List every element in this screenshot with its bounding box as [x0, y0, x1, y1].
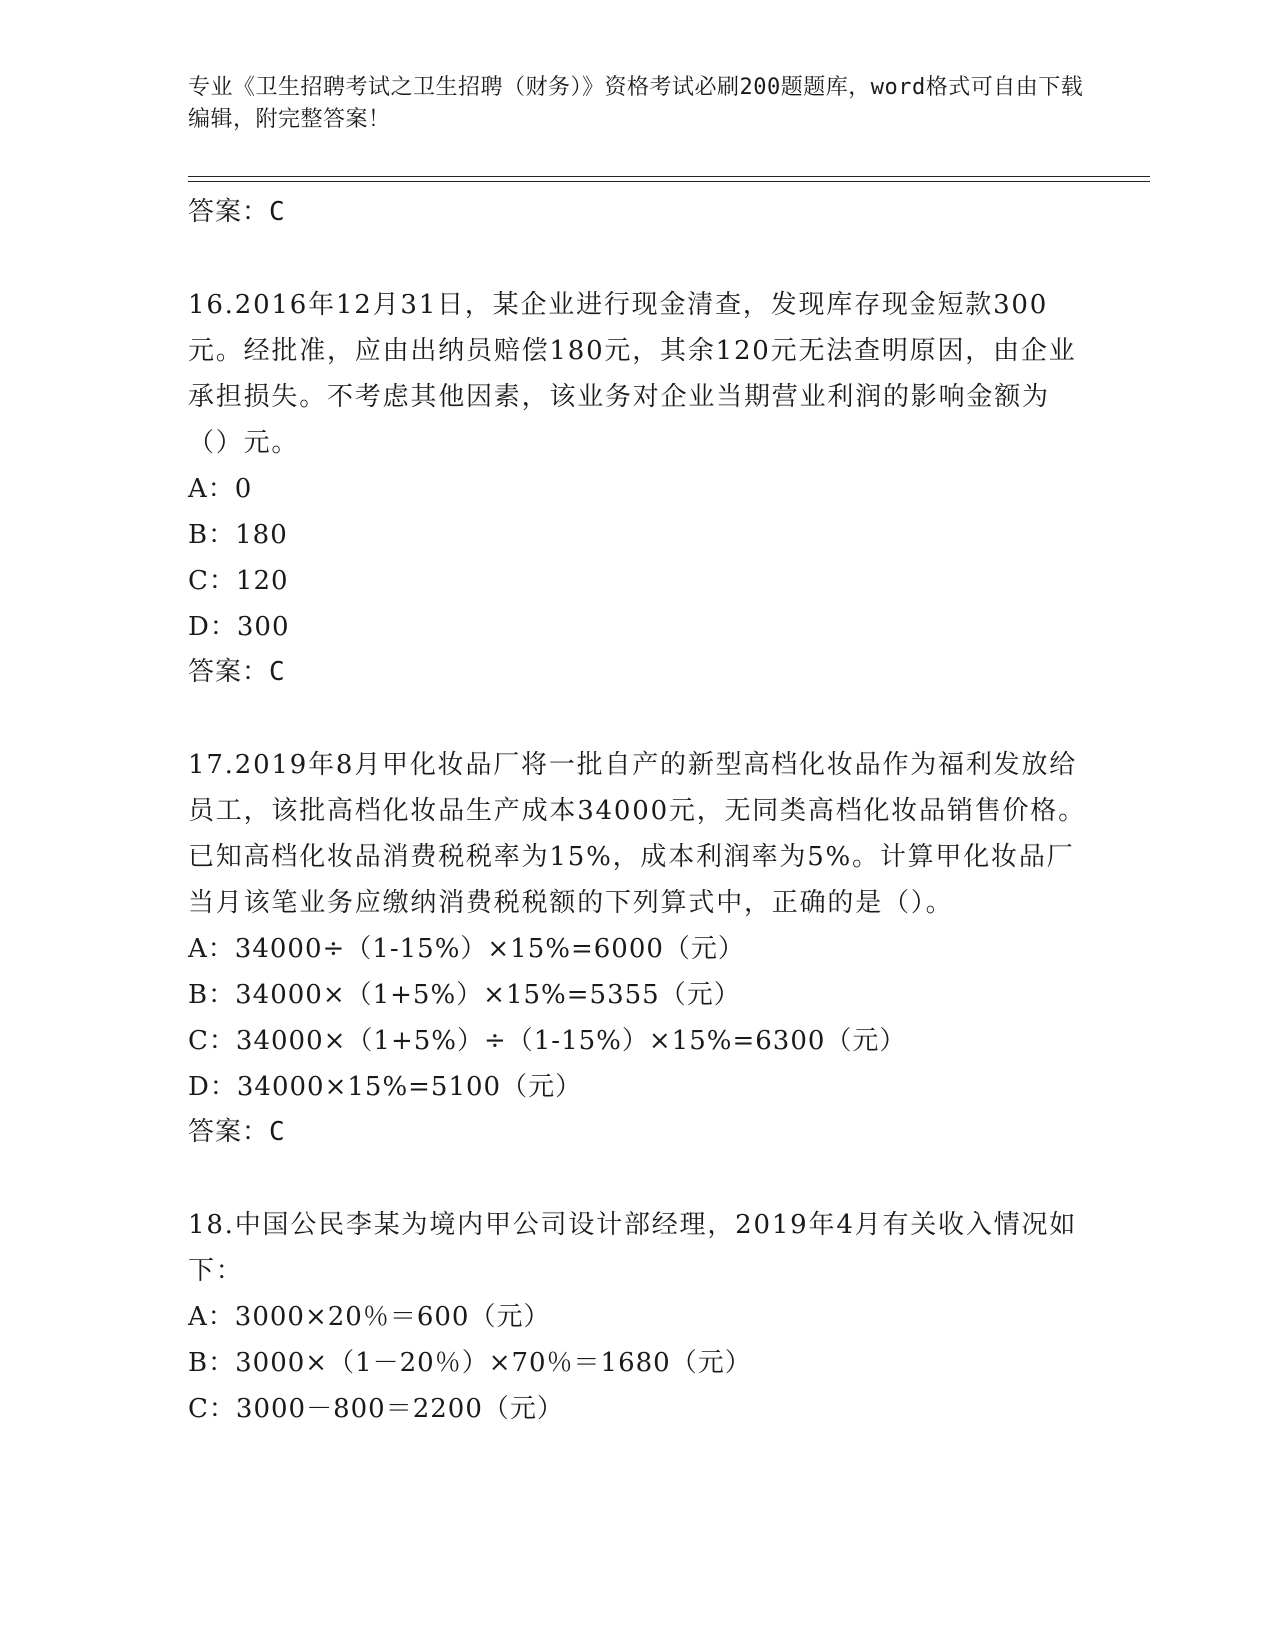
document-header: [188, 72, 1088, 136]
option-text: 3000×20％＝600（元）: [234, 1302, 551, 1332]
option-label: A：: [188, 1302, 235, 1332]
option-label: B：: [188, 520, 236, 550]
option-label: C：: [188, 1026, 236, 1056]
option-label: A：: [188, 934, 235, 964]
option-a: [188, 926, 1088, 972]
option-text: 120: [235, 566, 289, 596]
question-list: [188, 190, 1088, 1432]
option-label: D：: [188, 1072, 237, 1102]
question-stem: 17.2019年8月甲化妆品厂将一批自产的新型高档化妆品作为福利发放给员工，该批高档化妆品生产成本34000元，无同类高档化妆品销售价格。已知高档化妆品消费税税率为15%，成本利润率为5%。计算甲化妆品厂当月该笔业务应缴纳消费税税额的下列算式中，正确的是（）。: [188, 750, 1086, 918]
option-label: B：: [188, 1348, 236, 1378]
option-text: 34000×（1+5%）×15%=5355（元）: [235, 980, 741, 1010]
answer-line: 答案：C: [188, 1117, 286, 1147]
option-text: 34000×15%=5100（元）: [236, 1072, 583, 1102]
option-b: [188, 1340, 1088, 1386]
header-divider-top: [188, 176, 1150, 177]
option-a: [188, 1294, 1088, 1340]
option-label: B：: [188, 980, 236, 1010]
option-label: C：: [188, 1394, 236, 1424]
header-title: 专业《卫生招聘考试之卫生招聘（财务）》资格考试必刷200题题库，word格式可自由下载编辑，附完整答案！: [188, 75, 1084, 132]
option-d: [188, 1064, 1088, 1110]
option-b: [188, 512, 1088, 558]
option-text: 34000×（1+5%）÷（1-15%）×15%=6300（元）: [235, 1026, 907, 1056]
answer-line: 答案：C: [188, 197, 286, 227]
option-text: 0: [234, 474, 253, 504]
option-text: 3000×（1－20％）×70％＝1680（元）: [235, 1348, 752, 1378]
answer-line: 答案：C: [188, 657, 286, 687]
option-d: [188, 604, 1088, 650]
option-label: C：: [188, 566, 236, 596]
option-text: 180: [235, 520, 288, 550]
question-block: [188, 1202, 1088, 1432]
header-divider-bottom: [188, 181, 1150, 182]
option-text: 34000÷（1-15%）×15%=6000（元）: [234, 934, 745, 964]
option-c: [188, 1018, 1088, 1064]
option-b: [188, 972, 1088, 1018]
question-stem: 16.2016年12月31日，某企业进行现金清查，发现库存现金短款300元。经批准，应由出纳员赔偿180元，其余120元无法查明原因，由企业承担损失。不考虑其他因素，该业务对企业当期营业利润的影响金额为（）元。: [188, 290, 1077, 458]
question-block: [188, 742, 1088, 1110]
question-stem: 18.中国公民李某为境内甲公司设计部经理，2019年4月有关收入情况如下：: [188, 1210, 1078, 1286]
option-c: [188, 558, 1088, 604]
option-text: 3000－800＝2200（元）: [235, 1394, 564, 1424]
option-a: [188, 466, 1088, 512]
option-text: 300: [236, 612, 290, 642]
option-label: A：: [188, 474, 235, 504]
question-block: [188, 282, 1088, 650]
option-c: [188, 1386, 1088, 1432]
option-label: D：: [188, 612, 237, 642]
